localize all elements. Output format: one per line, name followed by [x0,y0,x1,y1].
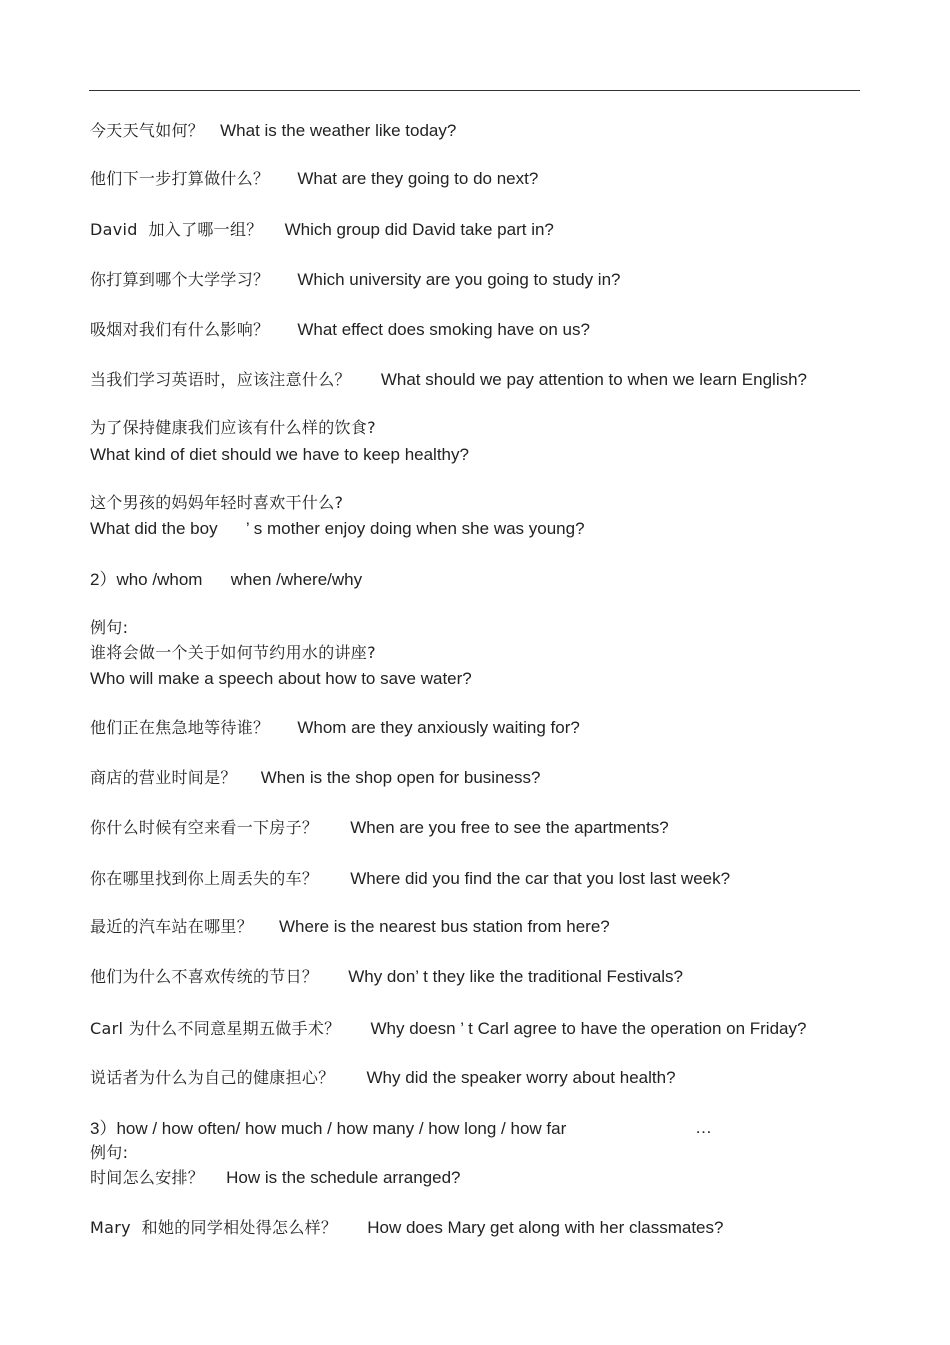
chinese-text: 他们正在焦急地等待谁？ [90,718,270,737]
sentence-line [90,269,620,291]
chinese-text: Carl 为什么不同意星期五做手术？ [90,1019,341,1038]
english-text: 3）how / how often/ how much / how many / how long / how far [90,1119,567,1138]
english-text: What did the boy ’ s mother enjoy doing when she was young? [90,519,585,538]
chinese-text: 时间怎么安排？ [90,1168,205,1187]
sentence-line [90,518,585,540]
sentence-line [90,369,807,391]
sentence-line [90,642,376,664]
header-rule [89,90,860,91]
english-text: Where did you find the car that you lost last week? [350,869,731,888]
english-text: 2）who /whom when /where/why [90,570,363,589]
chinese-text: David 加入了哪一组？ [90,220,263,239]
chinese-text: Mary 和她的同学相处得怎么样？ [90,1218,338,1237]
sentence-line [90,1118,566,1140]
ellipsis-mark: … [695,1118,712,1137]
english-text: Whom are they anxiously waiting for? [297,718,580,737]
sentence-line [90,817,669,839]
sentence-line [90,168,538,190]
chinese-text: 吸烟对我们有什么影响？ [90,320,270,339]
sentence-line [90,492,343,514]
english-text: What are they going to do next? [297,169,539,188]
sentence-line [90,120,456,142]
english-text: Which group did David take part in? [284,220,554,239]
chinese-text: 今天天气如何？ [90,121,205,140]
english-text: Why did the speaker worry about health? [366,1068,676,1087]
sentence-line [90,966,683,988]
chinese-text: 例句: [90,1143,129,1162]
sentence-line [90,1217,723,1239]
sentence-line [90,668,472,690]
english-text: When are you free to see the apartments? [350,818,669,837]
chinese-text: 你什么时候有空来看一下房子？ [90,818,319,837]
english-text: Which university are you going to study in? [297,270,621,289]
sentence-line [90,868,730,890]
chinese-text: 谁将会做一个关于如何节约用水的讲座? [90,643,376,662]
english-text: What effect does smoking have on us? [297,320,590,339]
english-text: What kind of diet should we have to keep healthy? [90,445,469,464]
sentence-line [90,1018,806,1040]
sentence-line [90,1167,460,1189]
english-text: Why doesn ’ t Carl agree to have the operation on Friday? [370,1019,807,1038]
english-text: Where is the nearest bus station from here? [279,917,610,936]
sentence-line [90,617,128,639]
sentence-line [90,1142,128,1164]
english-text: When is the shop open for business? [260,768,541,787]
sentence-line [90,444,469,466]
chinese-text: 他们下一步打算做什么？ [90,169,270,188]
english-text: What should we pay attention to when we learn English? [380,370,808,389]
chinese-text: 最近的汽车站在哪里？ [90,917,254,936]
chinese-text: 商店的营业时间是？ [90,768,237,787]
chinese-text: 这个男孩的妈妈年轻时喜欢干什么? [90,493,344,512]
sentence-line [90,319,590,341]
english-text: Who will make a speech about how to save water? [90,669,472,688]
chinese-text: 例句: [90,618,129,637]
chinese-text: 你打算到哪个大学学习？ [90,270,270,289]
sentence-line [90,1067,676,1089]
chinese-text: 说话者为什么为自己的健康担心？ [90,1068,335,1087]
chinese-text: 你在哪里找到你上周丢失的车？ [90,869,319,888]
chinese-text: 为了保持健康我们应该有什么样的饮食? [90,418,376,437]
chinese-text: 当我们学习英语时，应该注意什么？ [90,370,351,389]
sentence-line [90,717,580,739]
english-text: How does Mary get along with her classmates? [367,1218,724,1237]
sentence-line [90,916,610,938]
english-text: How is the schedule arranged? [226,1168,461,1187]
sentence-line [90,417,376,439]
sentence-line [90,219,554,241]
chinese-text: 他们为什么不喜欢传统的节日？ [90,967,319,986]
sentence-line [90,767,540,789]
sentence-line [90,569,362,591]
english-text: What is the weather like today? [220,121,457,140]
english-text: Why don’ t they like the traditional Festivals? [348,967,684,986]
